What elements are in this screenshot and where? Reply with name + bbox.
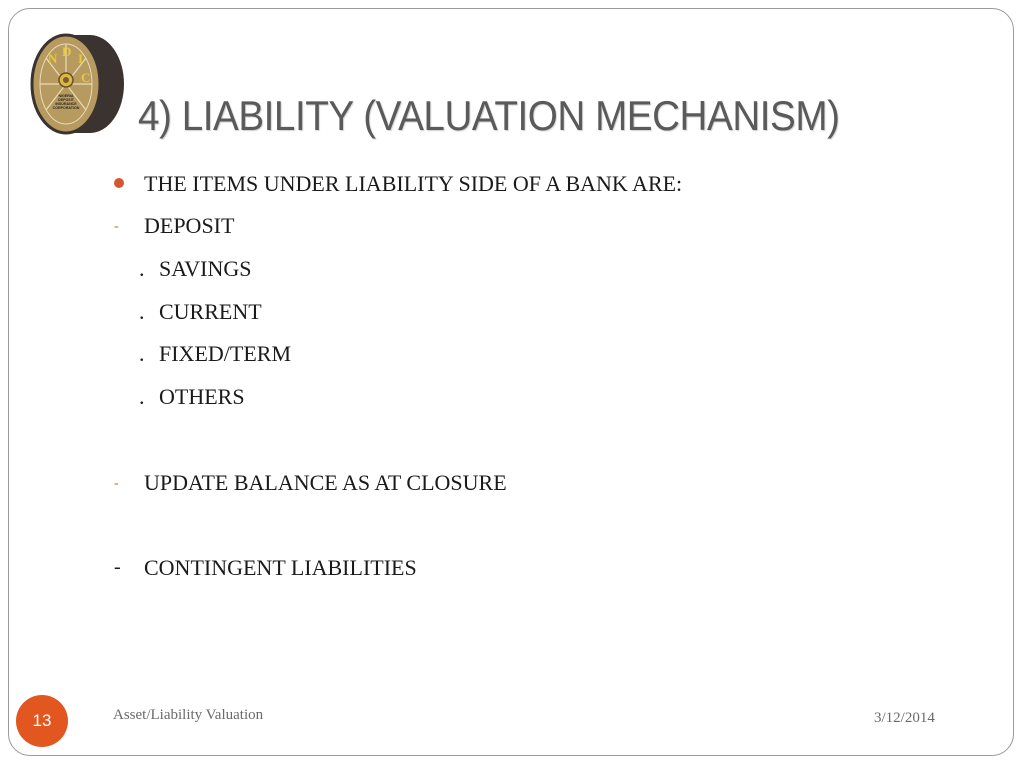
logo-letter-c: C <box>81 70 91 85</box>
logo-caption-line: DEPOSIT <box>58 98 74 102</box>
bullet-dot-icon <box>114 178 124 188</box>
footer-text: Asset/Liability Valuation <box>113 707 264 723</box>
logo-caption-line: NIGERIA <box>58 94 74 98</box>
deposit-item-savings: SAVINGS <box>159 256 252 281</box>
deposit-sub-dot: . <box>139 341 145 366</box>
update-dash-marker: - <box>114 476 119 491</box>
deposit-label: DEPOSIT <box>144 213 235 238</box>
logo-caption-line: INSURANCE <box>55 102 77 106</box>
logo-letter-n: N <box>48 51 58 66</box>
deposit-item-fixed-term: FIXED/TERM <box>159 341 291 366</box>
deposit-sub-dot: . <box>139 256 145 281</box>
deposit-item-others: OTHERS <box>159 384 245 409</box>
footer-date: 3/12/2014 <box>874 710 935 726</box>
logo-letter-d: D <box>62 44 72 59</box>
deposit-dash-marker: - <box>114 219 119 234</box>
slide-title: 4) LIABILITY (VALUATION MECHANISM) <box>138 92 840 139</box>
deposit-sub-dot: . <box>139 299 145 324</box>
deposit-sub-dot: . <box>139 384 145 409</box>
contingent-dash-marker: - <box>114 556 121 578</box>
slide-number: 13 <box>32 711 52 730</box>
ndic-logo-icon <box>28 30 128 136</box>
intro-text: THE ITEMS UNDER LIABILITY SIDE OF A BANK ARE: <box>144 171 683 196</box>
logo-letter-i: I <box>78 51 84 66</box>
contingent-liabilities-text: CONTINGENT LIABILITIES <box>144 555 417 580</box>
deposit-item-current: CURRENT <box>159 299 262 324</box>
slide-number-badge <box>16 695 68 747</box>
logo-caption-line: CORPORATION <box>52 106 80 110</box>
update-balance-text: UPDATE BALANCE AS AT CLOSURE <box>144 470 507 495</box>
